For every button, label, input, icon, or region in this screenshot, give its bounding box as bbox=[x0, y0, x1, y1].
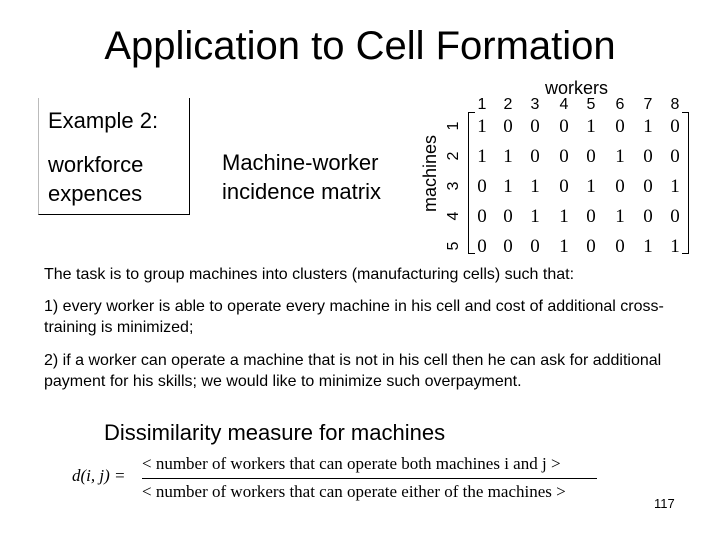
task-statement: The task is to group machines into clusters (manufacturing cells) such that: bbox=[44, 266, 575, 283]
matrix-cell: 0 bbox=[559, 116, 569, 137]
matrix-cell: 1 bbox=[615, 146, 625, 167]
machine-row-label: 3 bbox=[445, 181, 462, 191]
matrix-cell: 0 bbox=[643, 206, 653, 227]
matrix-cell: 1 bbox=[559, 236, 569, 257]
matrix-cell: 0 bbox=[615, 116, 625, 137]
example-line-1: workforce bbox=[48, 152, 144, 177]
incidence-label bbox=[222, 148, 381, 206]
example-line-2: expences bbox=[48, 181, 143, 206]
matrix-cell: 0 bbox=[643, 146, 653, 167]
matrix-cell: 0 bbox=[586, 146, 596, 167]
matrix-cell: 0 bbox=[586, 236, 596, 257]
matrix-cell: 0 bbox=[477, 236, 487, 257]
page-number: 117 bbox=[654, 496, 675, 511]
worker-col-label: 4 bbox=[559, 96, 569, 113]
matrix-cell: 0 bbox=[559, 146, 569, 167]
matrix-cell: 0 bbox=[530, 236, 540, 257]
matrix-cell: 0 bbox=[559, 176, 569, 197]
matrix-cell: 1 bbox=[503, 176, 513, 197]
example-description bbox=[48, 150, 143, 208]
matrix-cell: 1 bbox=[586, 176, 596, 197]
dissimilarity-title: Dissimilarity measure for machines bbox=[104, 420, 446, 445]
matrix-cell: 0 bbox=[530, 146, 540, 167]
matrix-cell: 0 bbox=[670, 116, 680, 137]
formula-denominator: < number of workers that can operate either of the machines > bbox=[142, 482, 566, 501]
matrix-cell: 1 bbox=[530, 176, 540, 197]
example-heading: Example 2: bbox=[48, 108, 159, 133]
matrix-cell: 0 bbox=[503, 116, 513, 137]
point-1: 1) every worker is able to operate every machine in his cell and cost of additional cross-training is minimized; bbox=[44, 298, 664, 336]
formula-numerator: < number of workers that can operate both machines i and j > bbox=[142, 454, 561, 473]
matrix-cell: 0 bbox=[503, 206, 513, 227]
matrix-cell: 0 bbox=[477, 176, 487, 197]
machine-row-label: 5 bbox=[445, 241, 462, 251]
slide-title: Application to Cell Formation bbox=[104, 24, 616, 68]
matrix-cell: 0 bbox=[643, 176, 653, 197]
matrix-cell: 1 bbox=[643, 236, 653, 257]
worker-col-label: 8 bbox=[670, 96, 680, 113]
machine-row-label: 4 bbox=[445, 211, 462, 221]
machine-row-label: 1 bbox=[445, 121, 462, 131]
matrix-cell: 1 bbox=[670, 236, 680, 257]
matrix-cell: 1 bbox=[477, 116, 487, 137]
incidence-line-1: Machine-worker bbox=[222, 150, 379, 175]
worker-col-label: 3 bbox=[530, 96, 540, 113]
matrix-cell: 1 bbox=[477, 146, 487, 167]
matrix-cell: 0 bbox=[503, 236, 513, 257]
matrix-cell: 0 bbox=[670, 206, 680, 227]
matrix-cell: 1 bbox=[503, 146, 513, 167]
point-2: 2) if a worker can operate a machine that is not in his cell then he can ask for additional payment for his skills; we would like to minimize such overpayment. bbox=[44, 352, 662, 390]
matrix-cell: 0 bbox=[586, 206, 596, 227]
matrix-cell: 1 bbox=[615, 206, 625, 227]
worker-col-label: 5 bbox=[586, 96, 596, 113]
worker-col-label: 1 bbox=[477, 96, 487, 113]
worker-col-label: 7 bbox=[643, 96, 653, 113]
matrix-cell: 1 bbox=[586, 116, 596, 137]
formula-lhs: d(i, j) = bbox=[72, 466, 126, 485]
machines-axis-label: machines bbox=[420, 134, 440, 212]
machine-row-label: 2 bbox=[445, 151, 462, 161]
matrix-cell: 1 bbox=[530, 206, 540, 227]
incidence-line-2: incidence matrix bbox=[222, 179, 381, 204]
worker-col-label: 2 bbox=[503, 96, 513, 113]
matrix-cell: 0 bbox=[615, 236, 625, 257]
matrix-cell: 1 bbox=[643, 116, 653, 137]
worker-col-label: 6 bbox=[615, 96, 625, 113]
matrix-cell: 1 bbox=[559, 206, 569, 227]
matrix-cell: 1 bbox=[670, 176, 680, 197]
matrix-cell: 0 bbox=[477, 206, 487, 227]
matrix-cell: 0 bbox=[670, 146, 680, 167]
matrix-cell: 0 bbox=[530, 116, 540, 137]
matrix-cell: 0 bbox=[615, 176, 625, 197]
workers-axis-label: workers bbox=[545, 78, 609, 98]
formula-fraction bbox=[142, 452, 597, 502]
